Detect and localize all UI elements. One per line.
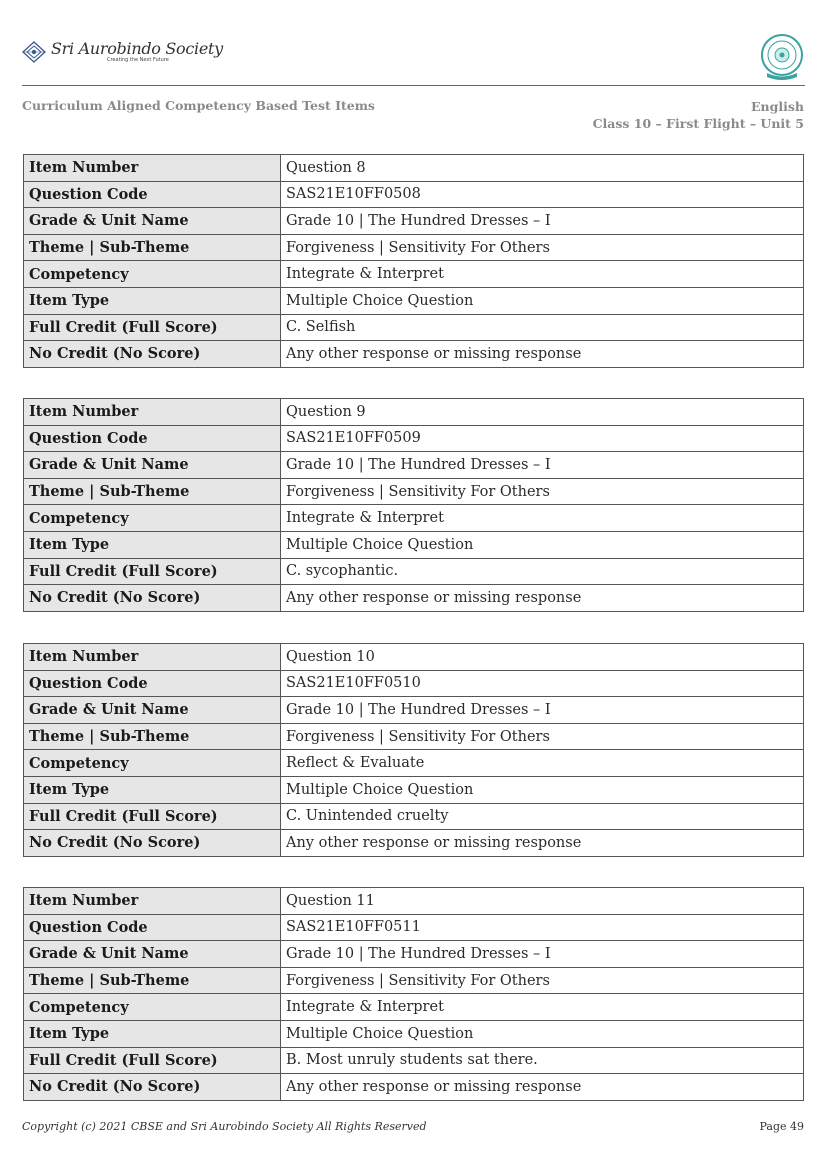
sri-aurobindo-society-logo <box>22 38 223 66</box>
header-divider <box>22 85 805 86</box>
row-value: C. Unintended cruelty <box>281 803 804 830</box>
table-row <box>24 994 804 1021</box>
row-label: Item Number <box>24 644 281 671</box>
row-label: Grade & Unit Name <box>24 941 281 968</box>
row-label: Item Number <box>24 399 281 426</box>
row-label: Item Number <box>24 888 281 915</box>
row-label: Item Type <box>24 776 281 803</box>
row-value: Grade 10 | The Hundred Dresses – I <box>281 208 804 235</box>
row-value: Grade 10 | The Hundred Dresses – I <box>281 452 804 479</box>
row-label: Item Type <box>24 287 281 314</box>
row-label: No Credit (No Score) <box>24 585 281 612</box>
table-row <box>24 234 804 261</box>
table-row <box>24 531 804 558</box>
row-value: Multiple Choice Question <box>281 531 804 558</box>
row-value: Multiple Choice Question <box>281 287 804 314</box>
row-label: Question Code <box>24 914 281 941</box>
row-value: Grade 10 | The Hundred Dresses – I <box>281 697 804 724</box>
table-row <box>24 1074 804 1101</box>
table-row <box>24 314 804 341</box>
item-table-question-11 <box>23 887 804 1101</box>
row-value: Any other response or missing response <box>281 585 804 612</box>
row-value: C. sycophantic. <box>281 558 804 585</box>
row-value: Forgiveness | Sensitivity For Others <box>281 723 804 750</box>
table-row <box>24 399 804 426</box>
row-value: Question 9 <box>281 399 804 426</box>
subject-class-info <box>593 98 804 132</box>
page-number: Page 49 <box>759 1120 804 1133</box>
row-value: Question 10 <box>281 644 804 671</box>
row-label: Item Type <box>24 531 281 558</box>
row-label: Item Type <box>24 1020 281 1047</box>
row-label: Competency <box>24 261 281 288</box>
row-value: Forgiveness | Sensitivity For Others <box>281 967 804 994</box>
table-row <box>24 1020 804 1047</box>
table-row <box>24 505 804 532</box>
row-value: Grade 10 | The Hundred Dresses – I <box>281 941 804 968</box>
row-value: SAS21E10FF0509 <box>281 425 804 452</box>
table-row <box>24 776 804 803</box>
row-label: Full Credit (Full Score) <box>24 803 281 830</box>
row-value: Forgiveness | Sensitivity For Others <box>281 478 804 505</box>
table-row <box>24 803 804 830</box>
table-row <box>24 830 804 857</box>
table-row <box>24 452 804 479</box>
row-value: SAS21E10FF0511 <box>281 914 804 941</box>
class-unit: Class 10 – First Flight – Unit 5 <box>592 116 804 131</box>
table-row <box>24 261 804 288</box>
item-table-question-10 <box>23 643 804 857</box>
row-value: Reflect & Evaluate <box>281 750 804 777</box>
row-label: Question Code <box>24 670 281 697</box>
table-row <box>24 888 804 915</box>
table-row <box>24 967 804 994</box>
table-row <box>24 287 804 314</box>
row-label: No Credit (No Score) <box>24 341 281 368</box>
row-value: Any other response or missing response <box>281 1074 804 1101</box>
row-label: Competency <box>24 750 281 777</box>
row-label: Full Credit (Full Score) <box>24 558 281 585</box>
row-label: Competency <box>24 994 281 1021</box>
row-value: Integrate & Interpret <box>281 261 804 288</box>
table-row <box>24 644 804 671</box>
row-value: Question 8 <box>281 155 804 182</box>
row-label: Grade & Unit Name <box>24 208 281 235</box>
row-value: Multiple Choice Question <box>281 776 804 803</box>
row-value: C. Selfish <box>281 314 804 341</box>
row-label: Full Credit (Full Score) <box>24 1047 281 1074</box>
table-row <box>24 341 804 368</box>
row-label: Theme | Sub-Theme <box>24 723 281 750</box>
table-row <box>24 585 804 612</box>
item-table-question-8 <box>23 154 804 368</box>
org-name: Sri Aurobindo Society <box>51 39 223 58</box>
table-row <box>24 208 804 235</box>
table-row <box>24 750 804 777</box>
row-value: Question 11 <box>281 888 804 915</box>
table-row <box>24 425 804 452</box>
row-label: Theme | Sub-Theme <box>24 234 281 261</box>
row-value: SAS21E10FF0510 <box>281 670 804 697</box>
row-label: Question Code <box>24 181 281 208</box>
row-value: B. Most unruly students sat there. <box>281 1047 804 1074</box>
row-label: Full Credit (Full Score) <box>24 314 281 341</box>
table-row <box>24 181 804 208</box>
document-title: Curriculum Aligned Competency Based Test Items <box>22 98 375 113</box>
table-row <box>24 670 804 697</box>
table-row <box>24 697 804 724</box>
row-value: Any other response or missing response <box>281 341 804 368</box>
table-row <box>24 941 804 968</box>
row-value: Integrate & Interpret <box>281 505 804 532</box>
cbse-seal-icon <box>759 33 805 81</box>
table-row <box>24 558 804 585</box>
row-label: No Credit (No Score) <box>24 1074 281 1101</box>
row-value: Integrate & Interpret <box>281 994 804 1021</box>
copyright-notice: Copyright (c) 2021 CBSE and Sri Aurobindo Society All Rights Reserved <box>22 1120 427 1133</box>
table-row <box>24 1047 804 1074</box>
row-label: No Credit (No Score) <box>24 830 281 857</box>
row-value: Forgiveness | Sensitivity For Others <box>281 234 804 261</box>
row-label: Grade & Unit Name <box>24 452 281 479</box>
table-row <box>24 155 804 182</box>
row-label: Grade & Unit Name <box>24 697 281 724</box>
row-label: Item Number <box>24 155 281 182</box>
table-row <box>24 723 804 750</box>
society-emblem-icon <box>22 41 46 63</box>
org-tagline: Creating the Next Future <box>107 57 169 63</box>
row-label: Theme | Sub-Theme <box>24 967 281 994</box>
row-value: SAS21E10FF0508 <box>281 181 804 208</box>
row-value: Multiple Choice Question <box>281 1020 804 1047</box>
row-label: Theme | Sub-Theme <box>24 478 281 505</box>
row-value: Any other response or missing response <box>281 830 804 857</box>
row-label: Question Code <box>24 425 281 452</box>
item-table-question-9 <box>23 398 804 612</box>
subject: English <box>751 99 804 114</box>
table-row <box>24 914 804 941</box>
table-row <box>24 478 804 505</box>
row-label: Competency <box>24 505 281 532</box>
